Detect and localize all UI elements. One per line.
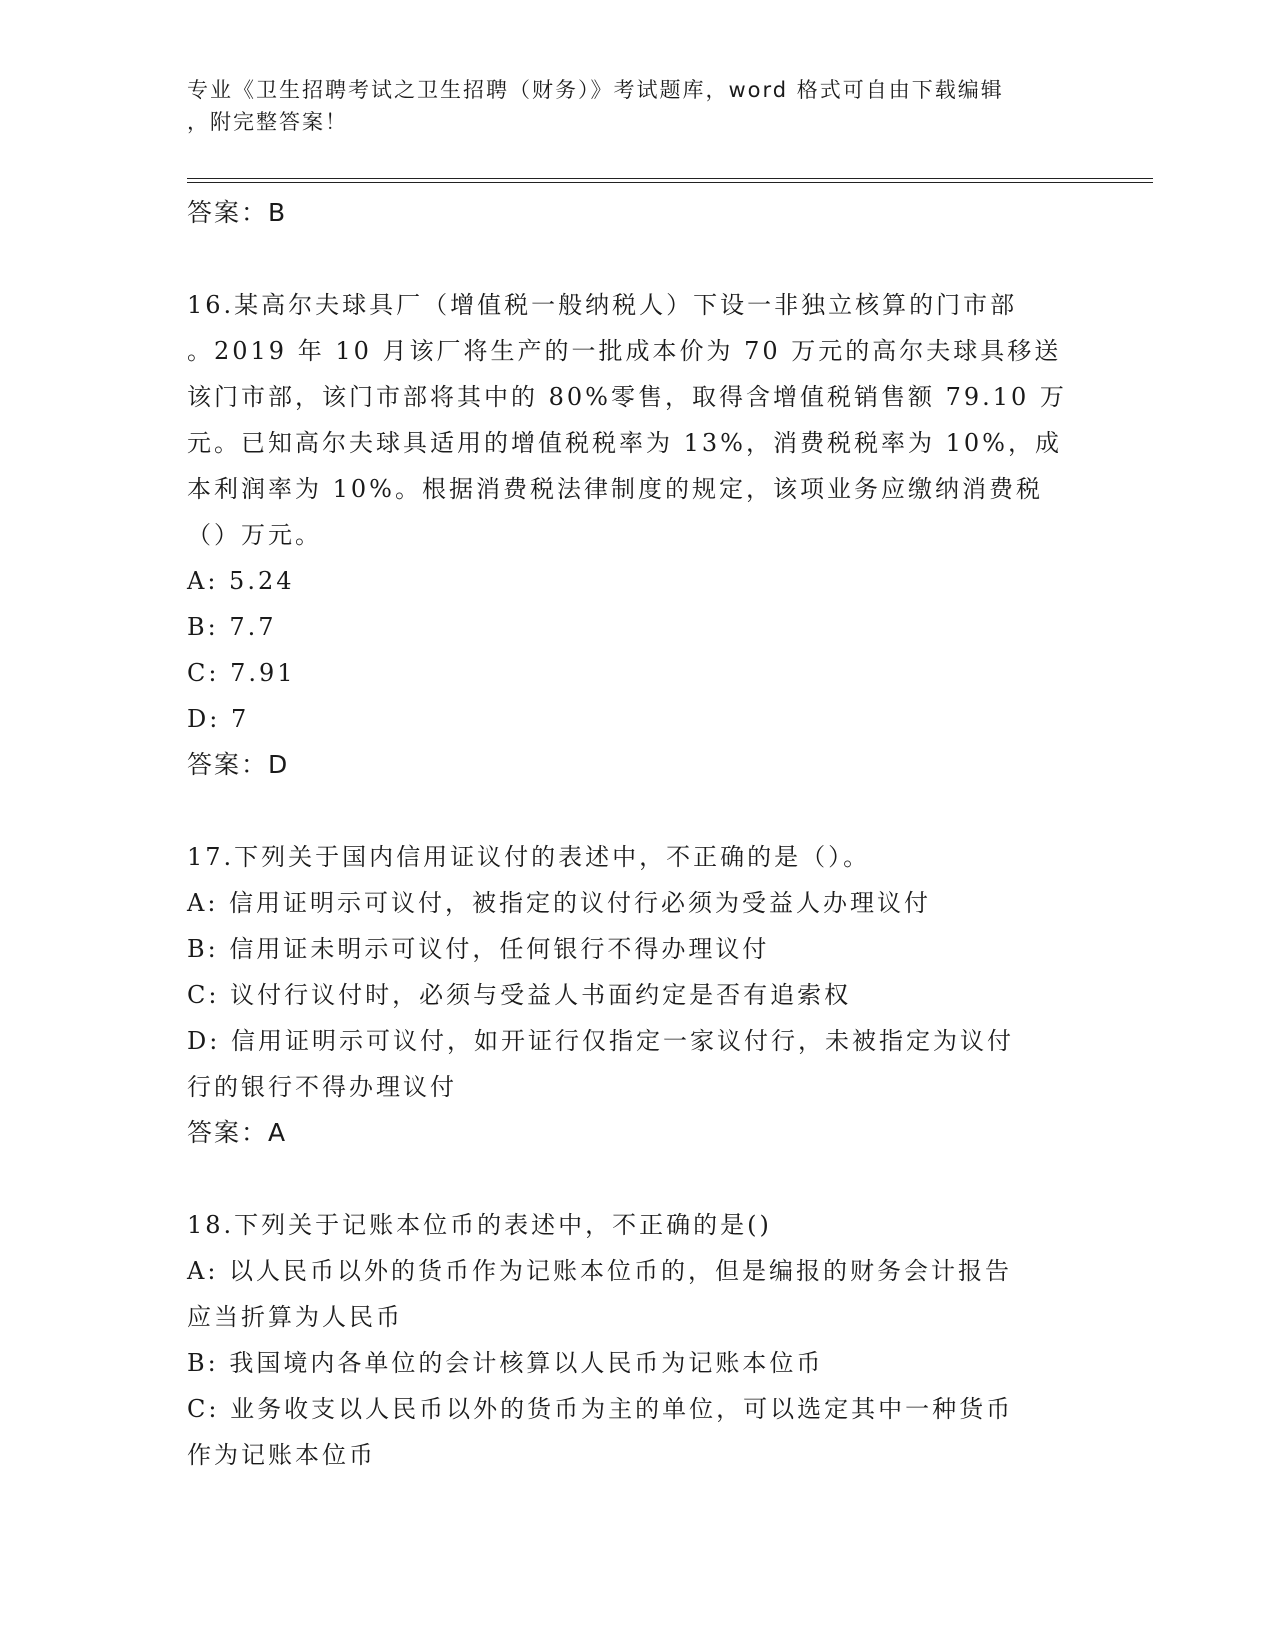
option-c: C: 7.91 (187, 659, 296, 687)
option-b: B: 我国境内各单位的会计核算以人民币为记账本位币 (187, 1349, 824, 1377)
document-header (187, 74, 1067, 138)
header-divider-second (187, 182, 1153, 183)
option-d: D: 7 (187, 705, 250, 733)
question-text: 。2019 年 10 月该厂将生产的一批成本价为 70 万元的高尔夫球具移送 (187, 337, 1062, 365)
header-divider (187, 178, 1153, 179)
option-c-continued: 作为记账本位币 (187, 1441, 376, 1469)
option-c: C: 业务收支以人民币以外的货币为主的单位，可以选定其中一种货币 (187, 1395, 1014, 1423)
option-d-continued: 行的银行不得办理议付 (187, 1073, 457, 1101)
question-text: 该门市部，该门市部将其中的 80%零售，取得含增值税销售额 79.10 万 (187, 383, 1067, 411)
header-line-2: ，附完整答案！ (187, 110, 348, 134)
question-17 (187, 834, 1087, 1156)
option-a: A: 5.24 (187, 567, 295, 595)
header-line-1: 专业《卫生招聘考试之卫生招聘（财务）》考试题库，word 格式可自由下载编辑 (187, 78, 1004, 102)
option-d: D: 信用证明示可议付，如开证行仅指定一家议付行，未被指定为议付 (187, 1027, 1014, 1055)
option-b: B: 信用证未明示可议付，任何银行不得办理议付 (187, 935, 770, 963)
question-16 (187, 282, 1087, 788)
question-text: 17.下列关于国内信用证议付的表述中，不正确的是（）。 (187, 843, 871, 871)
question-text: 16.某高尔夫球具厂（增值税一般纳税人）下设一非独立核算的门市部 (187, 291, 1018, 319)
answer-line: 答案：B (187, 198, 288, 227)
question-text: 本利润率为 10%。根据消费税法律制度的规定，该项业务应缴纳消费税 (187, 475, 1043, 503)
answer-line: 答案：D (187, 750, 290, 779)
question-text: 元。已知高尔夫球具适用的增值税税率为 13%，消费税税率为 10%，成 (187, 429, 1062, 457)
option-a-continued: 应当折算为人民币 (187, 1303, 403, 1331)
option-a: A: 以人民币以外的货币作为记账本位币的，但是编报的财务会计报告 (187, 1257, 1013, 1285)
question-list (187, 190, 1087, 1478)
question-18 (187, 1202, 1087, 1478)
option-c: C: 议付行议付时，必须与受益人书面约定是否有追索权 (187, 981, 852, 1009)
question-text: 18.下列关于记账本位币的表述中，不正确的是() (187, 1211, 772, 1239)
answer-line: 答案：A (187, 1118, 288, 1147)
option-b: B: 7.7 (187, 613, 277, 641)
question-text: （）万元。 (187, 521, 322, 549)
option-a: A: 信用证明示可议付，被指定的议付行必须为受益人办理议付 (187, 889, 932, 917)
